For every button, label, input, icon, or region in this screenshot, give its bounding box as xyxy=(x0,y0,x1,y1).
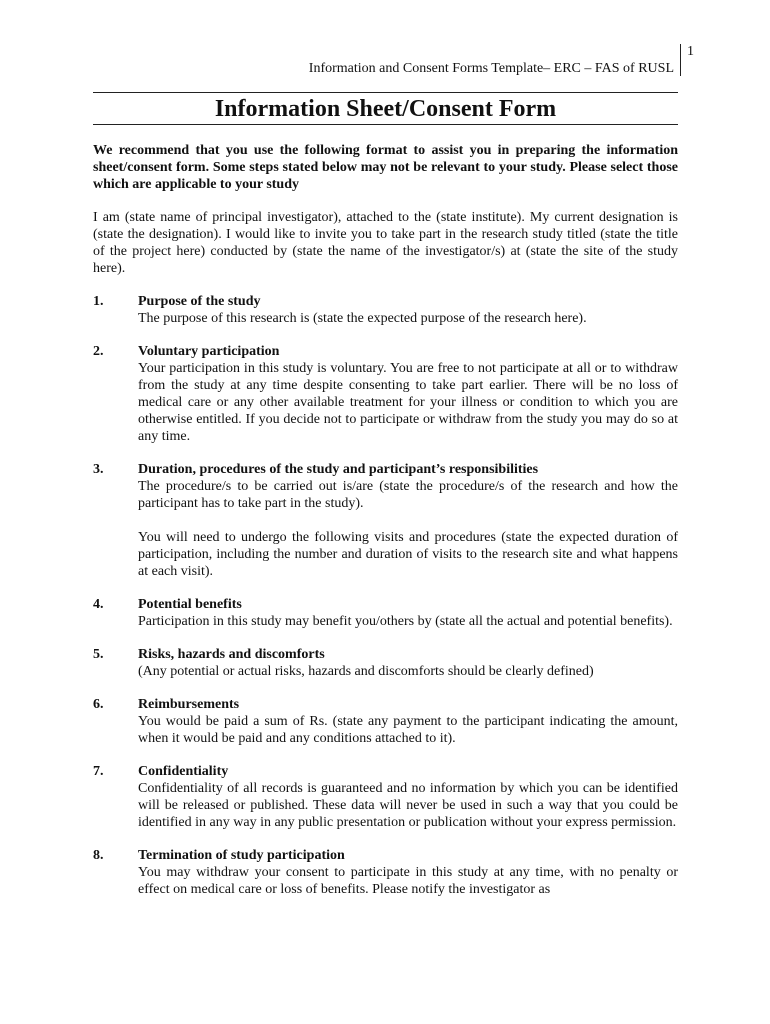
section-paragraph: You may withdraw your consent to participate in this study at any time, with no penalty or effect on medical care or loss of benefits. Please notify the investigator as xyxy=(138,865,678,897)
opening-paragraph: I am (state name of principal investigator), attached to the (state institute). My current designation is (state the designation). I would like to invite you to take part in the research study titled (state the title of the project here) conducted by (state the name of the investigator/s) at (state the site of the study here). xyxy=(93,210,678,276)
section-title: Risks, hazards and discomforts xyxy=(138,647,325,662)
section-title: Voluntary participation xyxy=(138,344,280,359)
page-title: Information Sheet/Consent Form xyxy=(214,96,557,122)
section-number: 4. xyxy=(93,597,104,612)
section-title: Purpose of the study xyxy=(138,294,261,309)
intro-paragraph: We recommend that you use the following format to assist you in preparing the information sheet/consent form. Some steps stated below may not be relevant to your study. Please select those which are applicable to your study xyxy=(93,143,678,192)
section-number: 3. xyxy=(93,462,104,477)
section-number: 7. xyxy=(93,764,104,779)
section-paragraph: (Any potential or actual risks, hazards and discomforts should be clearly defined) xyxy=(138,664,594,679)
title-rule xyxy=(93,124,678,125)
section-paragraph: You will need to undergo the following visits and procedures (state the expected duration of participation, including the number and duration of visits to the research site and what happens at each visit). xyxy=(138,530,678,579)
document-body xyxy=(93,142,678,914)
section-title: Confidentiality xyxy=(138,764,229,779)
section-7 xyxy=(93,763,678,831)
section-paragraph: Confidentiality of all records is guaranteed and no information by which you can be identified will be released or published. These data will never be used in such a way that you could be identified in any way in any public presentation or publication without your express permission. xyxy=(138,781,678,830)
section-title: Potential benefits xyxy=(138,597,242,612)
section-8 xyxy=(93,847,678,898)
section-5 xyxy=(93,646,678,680)
section-title: Duration, procedures of the study and participant’s responsibilities xyxy=(138,462,539,477)
section-3 xyxy=(93,461,678,580)
section-4 xyxy=(93,596,678,630)
section-paragraph: Your participation in this study is voluntary. You are free to not participate at all or to withdraw from the study at any time despite consenting to take part earlier. There will be no loss of medical care or any other available treatment for your illness or condition to which you are otherwise entitled. If you decide not to participate or withdraw from the study you may do so at any time. xyxy=(138,361,678,444)
header-rule xyxy=(93,92,678,93)
section-2 xyxy=(93,343,678,445)
running-header: Information and Consent Forms Template– ERC – FAS of RUSL xyxy=(308,61,674,76)
section-number: 1. xyxy=(93,294,104,309)
section-number: 8. xyxy=(93,848,104,863)
section-title: Reimbursements xyxy=(138,697,240,712)
section-6 xyxy=(93,696,678,747)
section-paragraph: The procedure/s to be carried out is/are (state the procedure/s of the research and how the participant has to take part in the study). xyxy=(138,479,678,511)
section-paragraph: The purpose of this research is (state the expected purpose of the research here). xyxy=(138,311,587,326)
section-number: 5. xyxy=(93,647,104,662)
section-number: 2. xyxy=(93,344,104,359)
section-paragraph: Participation in this study may benefit you/others by (state all the actual and potential benefits). xyxy=(138,614,673,629)
section-1 xyxy=(93,293,678,327)
section-title: Termination of study participation xyxy=(138,848,345,863)
page-number: 1 xyxy=(680,44,700,76)
section-number: 6. xyxy=(93,697,104,712)
section-paragraph: You would be paid a sum of Rs. (state any payment to the participant indicating the amount, when it would be paid and any conditions attached to it). xyxy=(138,714,678,746)
